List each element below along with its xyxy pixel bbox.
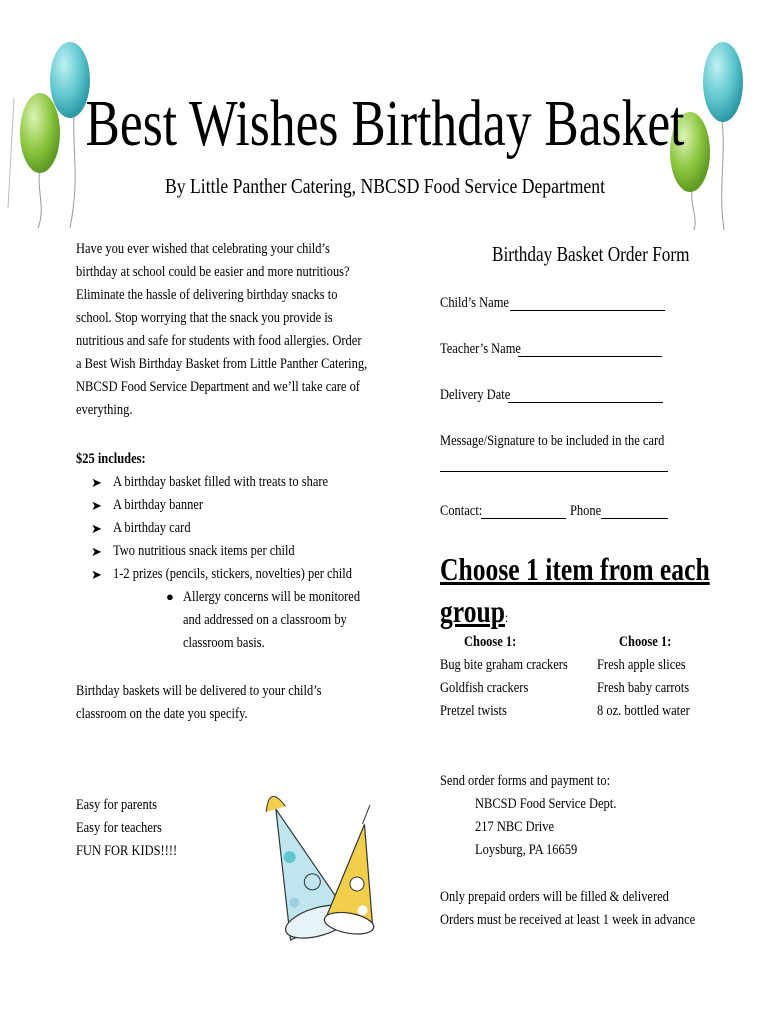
list-item: 8 oz. bottled water [597, 703, 690, 719]
group1-header: Choose 1: [464, 634, 517, 650]
includes-list [76, 448, 391, 655]
intro-line: everything. [76, 402, 133, 418]
includes-heading: $25 includes: [76, 451, 146, 467]
party-hat-icon [262, 774, 392, 954]
arrow-bullet-icon: ➤ [91, 567, 102, 582]
arrow-bullet-icon: ➤ [91, 475, 102, 490]
list-item: ➤ A birthday card [76, 517, 391, 540]
contact-label: Contact: [440, 503, 483, 519]
arrow-bullet-icon: ➤ [91, 544, 102, 559]
intro-line: birthday at school could be easier and more nutritious? [76, 264, 350, 280]
teacher-name-label: Teacher’s Name [440, 341, 521, 357]
notes-block [440, 886, 737, 932]
phone-label: Phone [570, 503, 602, 519]
arrow-bullet-icon: ➤ [91, 498, 102, 513]
group1-list [440, 654, 589, 723]
list-item: Fresh baby carrots [597, 680, 690, 696]
list-item: Bug bite graham crackers [440, 657, 568, 673]
child-name-label: Child’s Name [440, 295, 509, 311]
intro-line: nutritious and safe for students with food allergies. Order [76, 333, 362, 349]
page-title: Best Wishes Birthday Basket [85, 87, 685, 160]
list-item: and addressed on a classroom by [183, 612, 347, 628]
page-subtitle: By Little Panther Catering, NBCSD Food Service Department [165, 174, 605, 198]
message-field[interactable] [440, 471, 668, 472]
contact-field[interactable] [481, 518, 566, 519]
teacher-name-field[interactable] [518, 356, 662, 357]
intro-line: NBCSD Food Service Department and we’ll take care of [76, 379, 360, 395]
phone-field[interactable] [601, 518, 668, 519]
order-form-title: Birthday Basket Order Form [492, 242, 690, 266]
delivery-date-label: Delivery Date [440, 387, 511, 403]
address-line: Loysburg, PA 16659 [475, 842, 578, 858]
list-item: Fresh apple slices [597, 657, 686, 673]
list-item: ● Allergy concerns will be monitored [76, 586, 391, 609]
delivery-date-field[interactable] [508, 402, 663, 403]
list-item: Pretzel twists [440, 703, 507, 719]
list-item: ➤ 1-2 prizes (pencils, stickers, novelties) per child [76, 563, 391, 586]
arrow-bullet-icon: ➤ [91, 521, 102, 536]
child-name-field[interactable] [510, 310, 665, 311]
list-item: classroom basis. [183, 635, 265, 651]
list-item: ➤ A birthday banner [76, 494, 391, 517]
list-item: ➤ Two nutritious snack items per child [76, 540, 391, 563]
message-label: Message/Signature to be included in the card [440, 433, 665, 449]
choose-heading: Choose 1 item from each [440, 551, 710, 587]
intro-line: school. Stop worrying that the snack you provide is [76, 310, 333, 326]
easy-list: Easy for parents Easy for teachers FUN FOR KIDS!!!! [76, 797, 178, 859]
intro-line: a Best Wish Birthday Basket from Little Panther Catering, [76, 356, 368, 372]
intro-line: Have you ever wished that celebrating your child’s [76, 241, 330, 257]
intro-line: Eliminate the hassle of delivering birthday snacks to [76, 287, 338, 303]
list-item: Goldfish crackers [440, 680, 529, 696]
send-to-block [440, 770, 639, 862]
round-bullet-icon: ● [166, 589, 174, 604]
group2-header: Choose 1: [619, 634, 672, 650]
note-line: Orders must be received at least 1 week in advance [440, 912, 696, 928]
list-item: ➤ A birthday basket filled with treats to share [76, 471, 391, 494]
address-line: 217 NBC Drive [475, 819, 554, 835]
group2-list [597, 654, 705, 723]
note-line: Only prepaid orders will be filled & delivered [440, 889, 669, 905]
address-line: NBCSD Food Service Dept. [475, 796, 617, 812]
delivery-paragraph: Birthday baskets will be delivered to your child’s classroom on the date you specify. [76, 683, 322, 722]
choose-heading-line2: group: [440, 593, 509, 629]
send-label: Send order forms and payment to: [440, 773, 611, 789]
intro-paragraph [76, 238, 436, 422]
